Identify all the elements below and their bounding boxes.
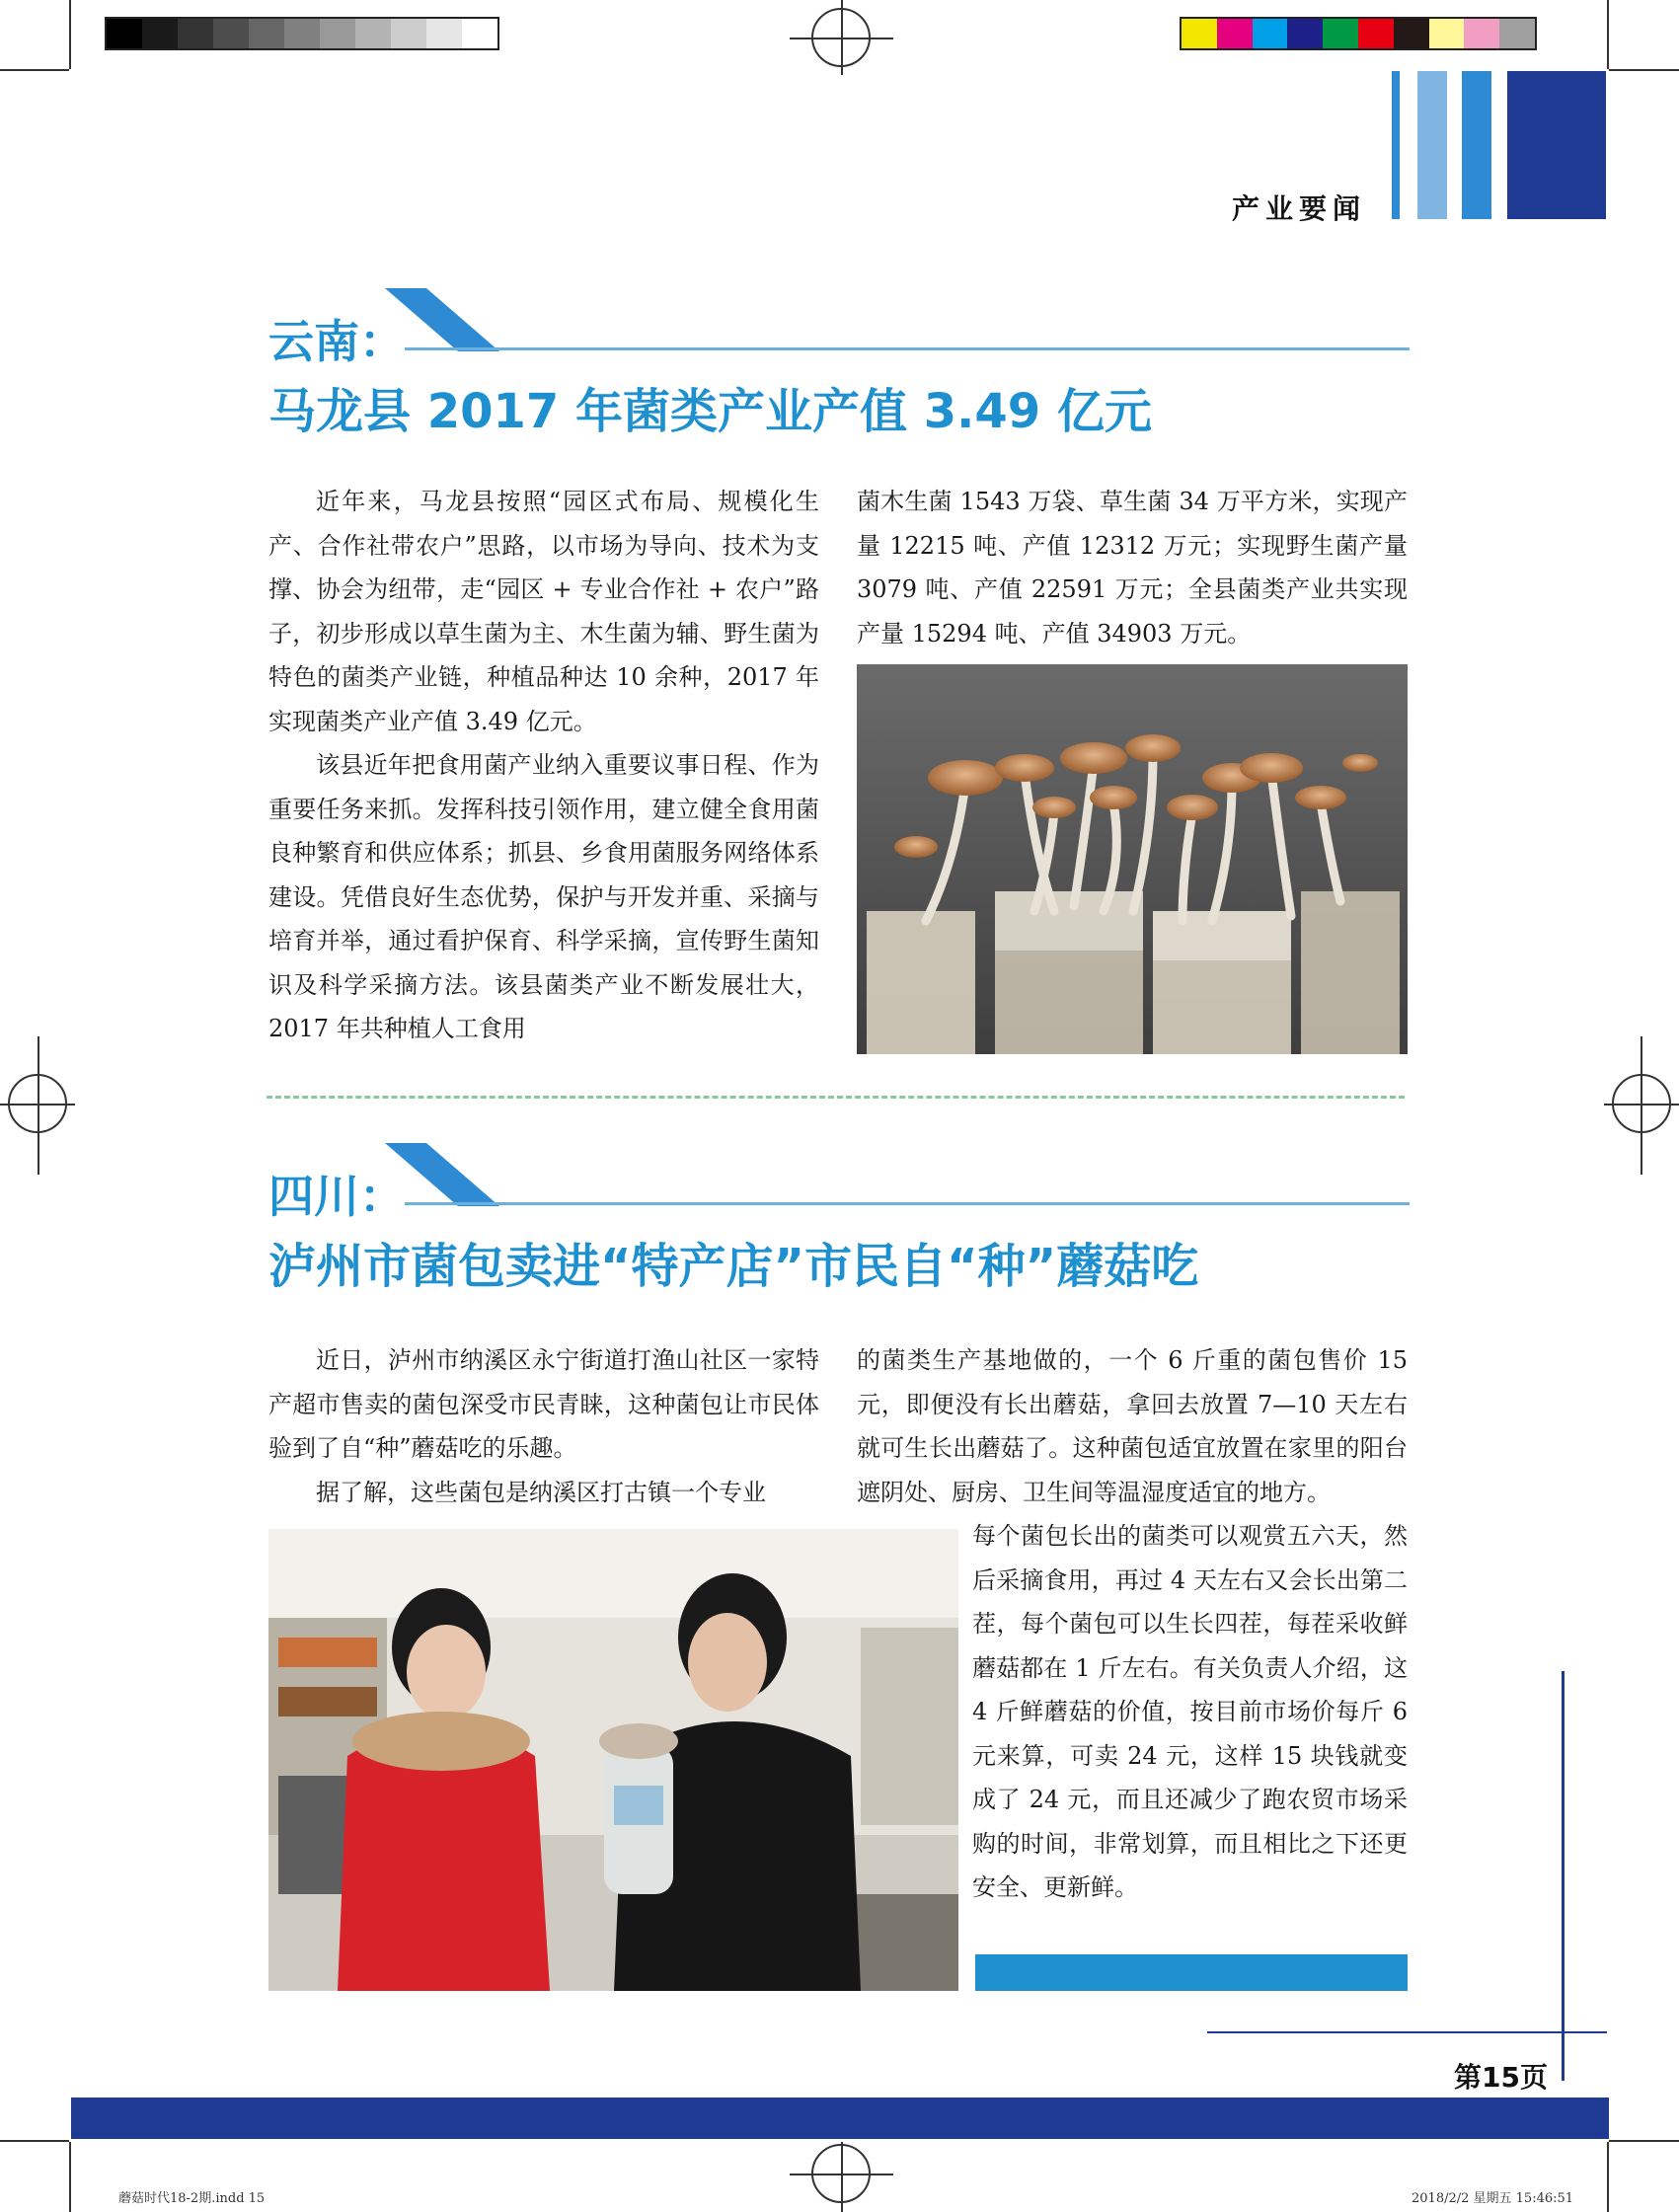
color-swatch <box>1429 19 1465 48</box>
blue-accent-bar <box>975 1954 1408 1991</box>
registration-line <box>790 38 893 39</box>
header-bar <box>1462 71 1491 219</box>
article-separator <box>267 1096 1405 1099</box>
color-swatch <box>178 19 213 48</box>
header-bar <box>1417 71 1447 219</box>
color-swatch <box>213 19 249 48</box>
article2-left-column <box>268 1338 819 1514</box>
article1-paragraph: 近年来，马龙县按照“园区式布局、规模化生产、合作社带农户”思路，以市场为导向、技术为支撑、协会为纽带，走“园区 + 专业合作社 + 农户”路子，初步形成以草生菌为主、木生菌为辅、野生菌为特色的菌类产业链，种植品种达 10 余种，2017 年实现菌类产业产值 3.49 亿元。 <box>268 488 819 735</box>
crop-mark <box>0 2140 69 2142</box>
shop-photo <box>268 1529 958 1991</box>
decorative-rule <box>1562 1671 1565 2081</box>
decorative-rule <box>1207 2031 1607 2033</box>
color-swatch <box>1464 19 1499 48</box>
footer-band <box>71 2098 1609 2139</box>
color-swatch <box>1499 19 1535 48</box>
crop-mark <box>1607 2142 1609 2212</box>
article1-paragraph: 菌木生菌 1543 万袋、草生菌 34 万平方米，实现产量 12215 吨、产值 12312 万元；实现野生菌产量 3079 吨、产值 22591 万元；全县菌类产业共实现产量 15294 吨、产值 34903 万元。 <box>857 488 1408 648</box>
color-swatch <box>1182 19 1217 48</box>
cmyk-color-bar <box>1180 17 1537 50</box>
color-swatch <box>1394 19 1429 48</box>
slug-file: 蘑菇时代18-2期.indd 15 <box>118 2191 266 2206</box>
registration-line <box>1641 1036 1642 1175</box>
article2-paragraph: 每个菌包长出的菌类可以观赏五六天，然后采摘食用，再过 4 天左右又会长出第二茬，每个菌包可以生长四茬，每茬采收鲜蘑菇都在 1 斤左右。有关负责人介绍，这 4 斤鲜蘑菇的价值，按目前市场价每斤 6 元来算，可卖 24 元，这样 15 块钱就变成了 24 元，而且还减少了跑农贸市场采购的时间，非常划算，而且相比之下还更安全、更新鲜。 <box>972 1522 1408 1901</box>
color-swatch <box>320 19 355 48</box>
color-swatch <box>1358 19 1394 48</box>
registration-line <box>790 2174 893 2175</box>
color-swatch <box>1323 19 1358 48</box>
color-swatch <box>391 19 426 48</box>
header-bar <box>1392 71 1400 219</box>
article1-headline: 马龙县 2017 年菌类产业产值 3.49 亿元 <box>268 384 1152 439</box>
color-swatch <box>426 19 462 48</box>
crop-mark <box>1609 69 1679 71</box>
mushroom-photo <box>857 664 1408 1054</box>
article2-headline: 泸州市菌包卖进“特产店”市民自“种”蘑菇吃 <box>268 1239 1199 1294</box>
crop-mark <box>69 2142 71 2212</box>
article2-paragraph: 的菌类生产基地做的，一个 6 斤重的菌包售价 15 元，即便没有长出蘑菇，拿回去放置 7—10 天左右就可生长出蘑菇了。这种菌包适宜放置在家里的阳台遮阴处、厨房、卫生间等温湿度适宜的地方。 <box>857 1346 1408 1506</box>
article1-right-column <box>857 480 1408 655</box>
grayscale-color-bar <box>105 17 499 50</box>
page-number: 第15页 <box>1454 2061 1548 2094</box>
article2-paragraph: 近日，泸州市纳溪区永宁街道打渔山社区一家特产超市售卖的菌包深受市民青睐，这种菌包让市民体验到了自“种”蘑菇吃的乐趣。 <box>268 1346 819 1462</box>
article1-region: 云南： <box>268 315 405 368</box>
registration-line <box>38 1036 39 1175</box>
color-swatch <box>249 19 284 48</box>
crop-mark <box>69 0 71 69</box>
color-swatch <box>462 19 497 48</box>
section-label: 产业要闻 <box>1232 192 1367 225</box>
article2-region: 四川： <box>268 1170 405 1223</box>
crop-mark <box>0 69 69 71</box>
article1-paragraph: 该县近年把食用菌产业纳入重要议事日程、作为重要任务来抓。发挥科技引领作用，建立健全食用菌良种繁育和供应体系；抓县、乡食用菌服务网络体系建设。凭借良好生态优势，保护与开发并重、采摘与培育并举，通过看护保育、科学采摘，宣传野生菌知识及科学采摘方法。该县菌类产业不断发展壮大，2017 年共种植人工食用 <box>268 751 819 1042</box>
color-swatch <box>284 19 320 48</box>
article1-left-column <box>268 480 819 1051</box>
crop-mark <box>1607 0 1609 69</box>
color-swatch <box>355 19 391 48</box>
header-bar <box>1507 71 1606 219</box>
article2-paragraph: 据了解，这些菌包是纳溪区打古镇一个专业 <box>316 1478 766 1506</box>
color-swatch <box>1217 19 1253 48</box>
heading-rule <box>405 347 1410 350</box>
article2-right-column-top <box>857 1338 1408 1514</box>
article2-right-column-bottom <box>972 1514 1408 1910</box>
color-swatch <box>107 19 142 48</box>
color-swatch <box>142 19 178 48</box>
registration-line <box>841 2142 843 2212</box>
crop-mark <box>1609 2140 1679 2142</box>
slug-date: 2018/2/2 星期五 15:46:51 <box>1412 2191 1574 2206</box>
color-swatch <box>1253 19 1288 48</box>
heading-rule <box>405 1202 1410 1205</box>
color-swatch <box>1287 19 1323 48</box>
